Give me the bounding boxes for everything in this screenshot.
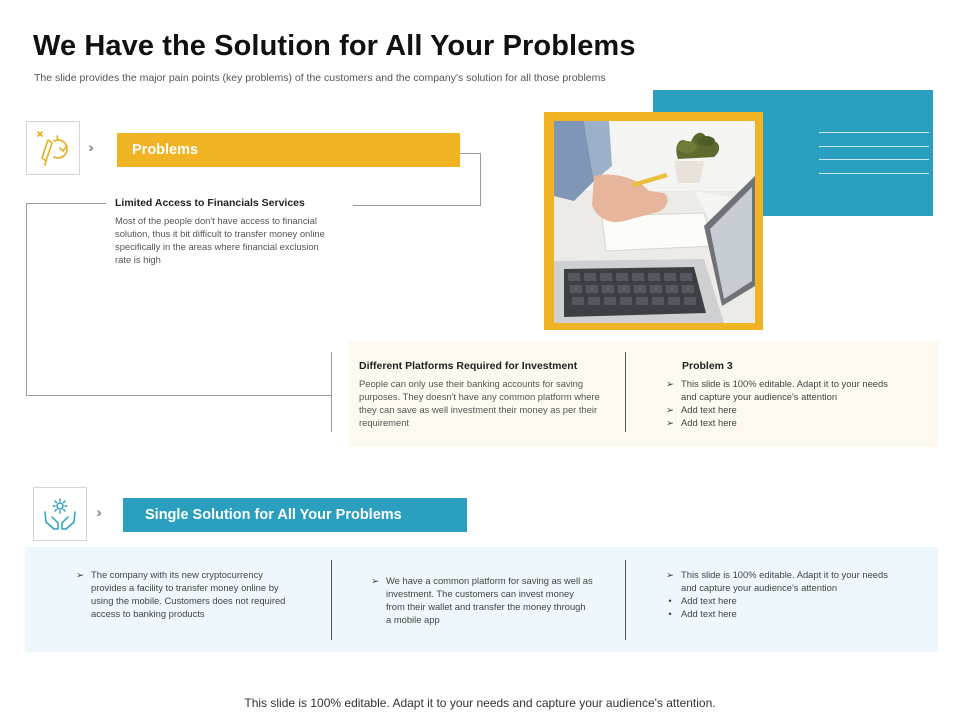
solution-header-label: Single Solution for All Your Problems xyxy=(145,507,402,523)
list-item-text: Add text here xyxy=(681,404,737,415)
hands-gear-icon xyxy=(40,494,80,534)
list-item xyxy=(663,607,893,620)
list-item xyxy=(663,377,893,403)
list-item-text: This slide is 100% editable. Adapt it to your needs and capture your audience's attention xyxy=(681,378,888,402)
decorative-line xyxy=(819,159,929,160)
list-item xyxy=(663,416,893,429)
slide-footer: This slide is 100% editable. Adapt it to your needs and capture your audience's attention. xyxy=(244,696,716,710)
decorative-line xyxy=(819,173,929,174)
arrow-bullet-icon: ➢ xyxy=(666,404,674,415)
list-item-text: The company with its new cryptocurrency provides a facility to transfer money online by using the mobile. Customers does not required access to banking products xyxy=(91,569,286,619)
problem-3-title: Problem 3 xyxy=(682,360,733,372)
laptop-photo xyxy=(554,121,755,323)
solution-header xyxy=(123,498,467,532)
list-item-text: We have a common platform for saving as well as investment. The customers can invest money from their wallet and transfer the money through a mobile app xyxy=(386,575,593,625)
problems-icon-box xyxy=(26,121,80,175)
solution-icon-box xyxy=(33,487,87,541)
connector-line xyxy=(26,395,332,396)
list-item xyxy=(663,594,893,607)
list-item-text: Add text here xyxy=(681,608,737,619)
bullet-dot-icon: • xyxy=(668,608,672,619)
arrow-bullet-icon: ➢ xyxy=(666,569,674,580)
connector-line xyxy=(331,352,332,432)
list-item-text: This slide is 100% editable. Adapt it to your needs and capture your audience's attention xyxy=(681,569,888,593)
solution-chevron-icon: ››› xyxy=(96,504,98,520)
problem-solution-icon xyxy=(33,128,73,168)
list-item-text: Add text here xyxy=(681,417,737,428)
slide-title: We Have the Solution for All Your Problems xyxy=(33,30,636,62)
problem-3-list xyxy=(663,377,893,429)
solution-col-1 xyxy=(73,568,288,620)
solution-col-2 xyxy=(368,574,593,626)
arrow-bullet-icon: ➢ xyxy=(76,569,84,580)
connector-line xyxy=(26,203,27,396)
list-item xyxy=(368,574,593,626)
list-item xyxy=(663,568,893,594)
panel-divider xyxy=(331,560,332,640)
connector-line xyxy=(26,203,106,204)
panel-divider xyxy=(625,352,626,432)
arrow-bullet-icon: ➢ xyxy=(666,417,674,428)
decorative-line xyxy=(819,146,929,147)
slide-subtitle: The slide provides the major pain points (key problems) of the customers and the company's solution for all those problems xyxy=(34,72,606,84)
problems-header-label: Problems xyxy=(132,142,199,158)
connector-line xyxy=(480,153,481,206)
list-item-text: Add text here xyxy=(681,595,737,606)
solution-col-3 xyxy=(663,568,893,620)
arrow-bullet-icon: ➢ xyxy=(371,575,379,586)
laptop-desk-image xyxy=(554,121,755,323)
problems-header xyxy=(117,133,460,167)
problems-chevron-icon: ››› xyxy=(88,139,90,155)
panel-divider xyxy=(625,560,626,640)
list-item xyxy=(663,403,893,416)
problem-2-title: Different Platforms Required for Investment xyxy=(359,360,578,372)
connector-line xyxy=(353,205,481,206)
connector-line xyxy=(460,153,481,154)
decorative-line xyxy=(819,132,929,133)
bullet-dot-icon: • xyxy=(668,595,672,606)
problem-1-text: Most of the people don't have access to financial solution, thus it bit difficult to transfer money online specifically in the areas where financial exclusion rate is high xyxy=(115,215,325,265)
problem-1-title: Limited Access to Financials Services xyxy=(115,197,305,209)
problem-2-text: People can only use their banking accounts for saving purposes. They doesn't have any common platform where they can save as well investment their money as per their requirement xyxy=(359,378,600,428)
list-item xyxy=(73,568,288,620)
arrow-bullet-icon: ➢ xyxy=(666,378,674,389)
